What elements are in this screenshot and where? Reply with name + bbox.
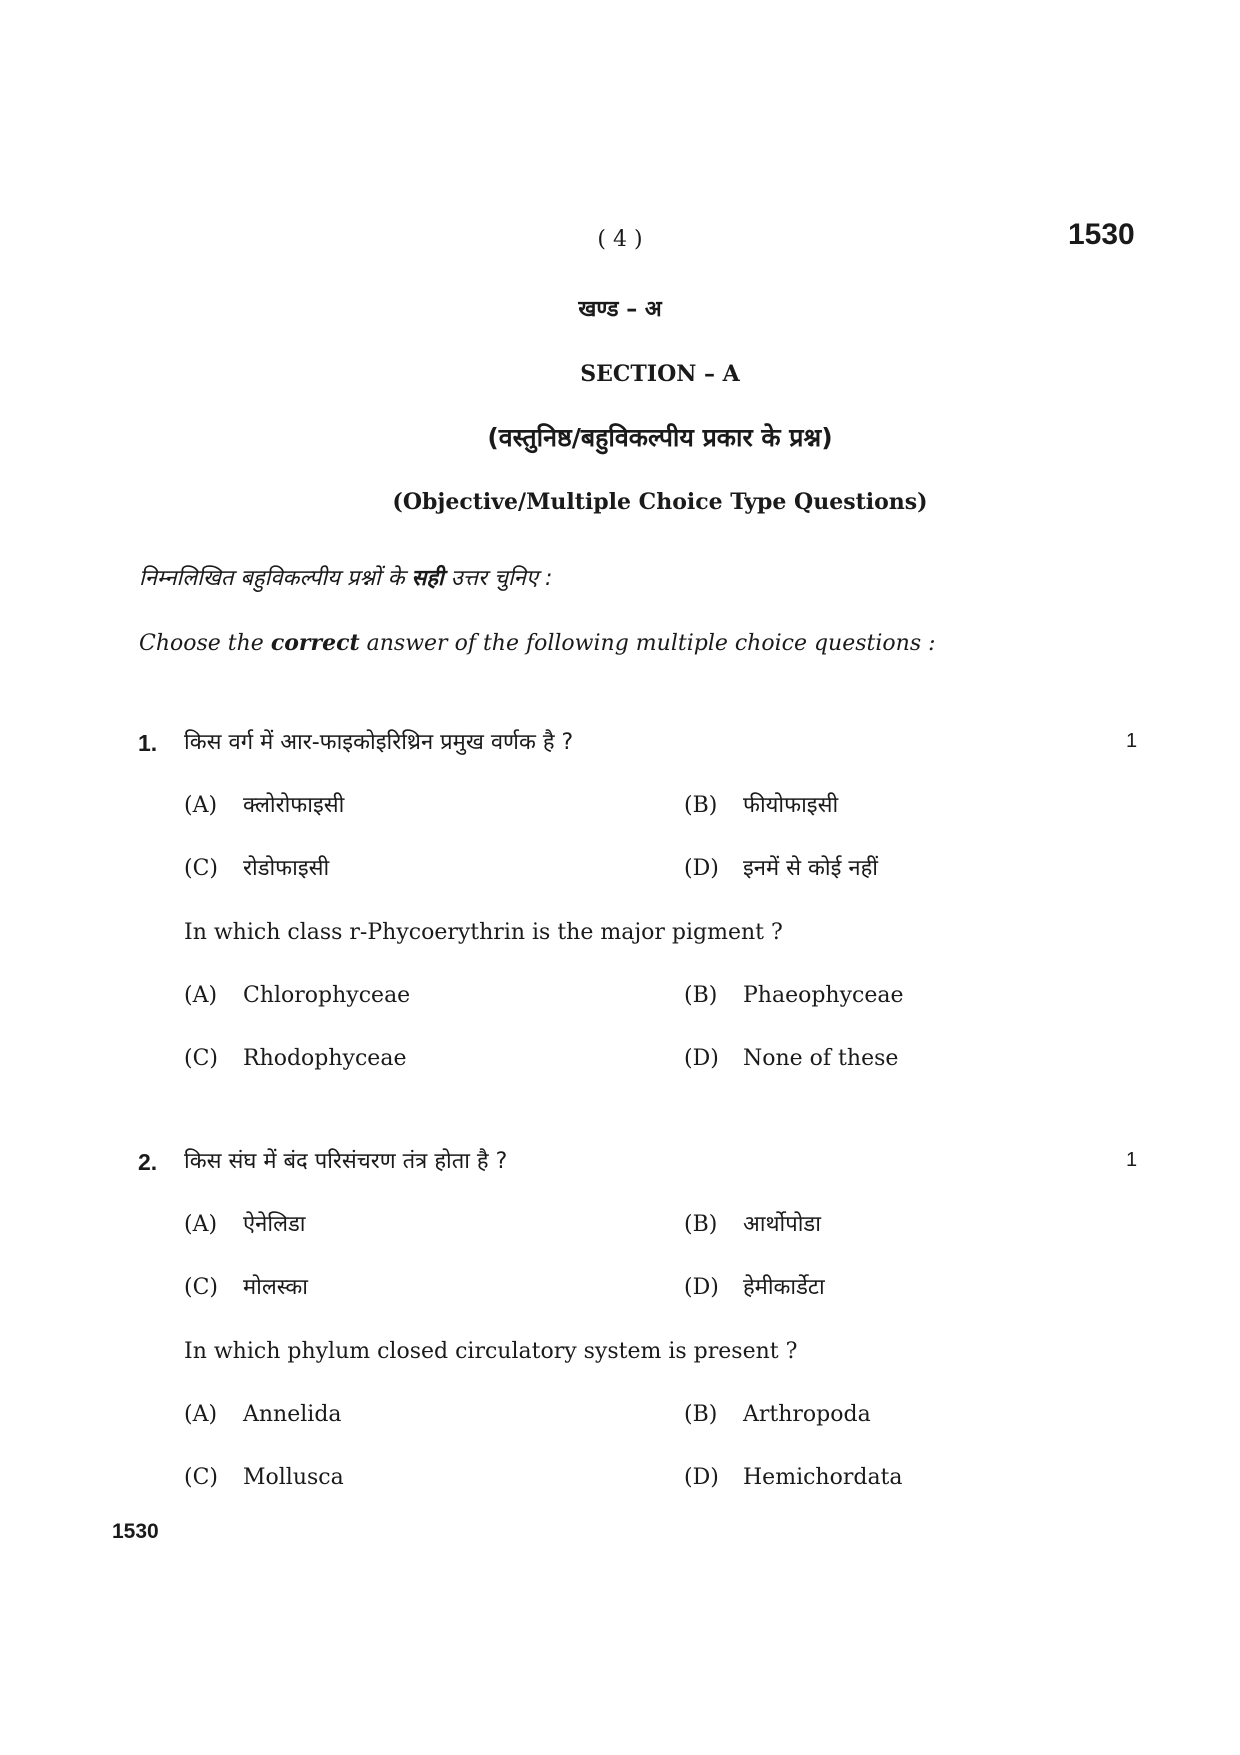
option-label: (C) (184, 1465, 218, 1490)
paper-code-header: 1530 (1068, 218, 1135, 251)
option-label: (B) (684, 1212, 718, 1237)
question-marks: 1 (1126, 730, 1138, 752)
instruction-english-emphasis: correct (270, 630, 360, 656)
option-text: मोलस्का (243, 1275, 308, 1300)
instruction-english (139, 628, 936, 659)
option-label: (C) (184, 856, 218, 881)
instruction-hindi-emphasis: सही (411, 566, 444, 591)
section-english-subtitle: (Objective/Multiple Choice Type Questions) (392, 489, 928, 515)
option-text: Arthropoda (743, 1402, 871, 1427)
question-1 (0, 728, 1240, 1108)
option-label: (C) (184, 1046, 218, 1071)
option-label: (C) (184, 1275, 218, 1300)
instruction-english-text: Choose the (139, 631, 271, 656)
question-2 (0, 1147, 1240, 1527)
option-text: Rhodophyceae (243, 1046, 407, 1071)
question-text-hindi: किस वर्ग में आर-फाइकोइरिथ्रिन प्रमुख वर्णक है ? (184, 730, 574, 755)
option-text: Chlorophyceae (243, 983, 411, 1008)
page-number: ( 4 ) (597, 227, 643, 252)
option-text: हेमीकार्डेटा (743, 1275, 825, 1300)
option-text: None of these (743, 1046, 899, 1071)
option-label: (D) (684, 1046, 719, 1071)
option-label: (D) (684, 856, 719, 881)
option-text: Phaeophyceae (743, 983, 904, 1008)
instruction-hindi (139, 564, 552, 594)
option-label: (A) (184, 1402, 218, 1427)
section-hindi-subtitle: (वस्तुनिष्ठ/बहुविकल्पीय प्रकार के प्रश्न) (487, 423, 833, 452)
option-label: (D) (684, 1465, 719, 1490)
section-english-title: SECTION – A (580, 361, 740, 387)
option-label: (A) (184, 1212, 218, 1237)
option-text: फीयोफाइसी (743, 793, 839, 818)
question-text-english: In which phylum closed circulatory system is present ? (184, 1339, 798, 1364)
instruction-hindi-text: निम्नलिखित बहुविकल्पीय प्रश्नों के (139, 566, 412, 591)
option-text: रोडोफाइसी (243, 856, 330, 881)
option-label: (D) (684, 1275, 719, 1300)
instruction-english-text-end: answer of the following multiple choice questions : (359, 631, 936, 656)
question-text-hindi: किस संघ में बंद परिसंचरण तंत्र होता है ? (184, 1149, 508, 1174)
instruction-hindi-text-end: उत्तर चुनिए : (443, 566, 553, 591)
option-text: Annelida (243, 1402, 342, 1427)
question-number: 1. (138, 730, 158, 756)
option-label: (A) (184, 793, 218, 818)
question-marks: 1 (1126, 1149, 1138, 1171)
option-label: (B) (684, 983, 718, 1008)
option-text: Hemichordata (743, 1465, 903, 1490)
option-text: ऐनेलिडा (243, 1212, 306, 1237)
option-text: क्लोरोफाइसी (243, 793, 345, 818)
option-text: इनमें से कोई नहीं (743, 856, 879, 881)
option-text: Mollusca (243, 1465, 344, 1490)
option-label: (B) (684, 1402, 718, 1427)
option-text: आर्थोपोडा (743, 1212, 821, 1237)
section-hindi-title: खण्ड – अ (578, 297, 662, 322)
option-label: (B) (684, 793, 718, 818)
question-number: 2. (138, 1149, 158, 1175)
question-text-english: In which class r-Phycoerythrin is the major pigment ? (184, 920, 783, 945)
option-label: (A) (184, 983, 218, 1008)
paper-code-footer: 1530 (112, 1520, 159, 1543)
